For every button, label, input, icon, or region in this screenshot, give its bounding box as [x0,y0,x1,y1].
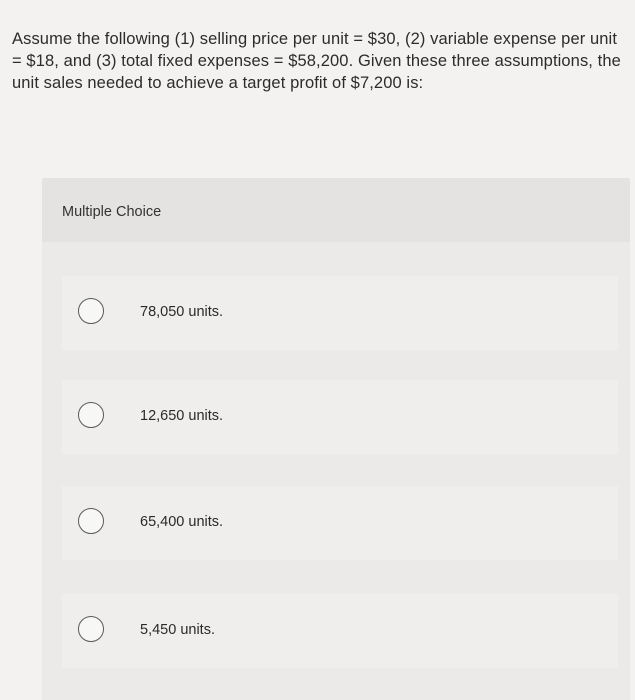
radio-button[interactable] [78,616,104,642]
answer-option-3[interactable] [62,486,618,560]
radio-button[interactable] [78,508,104,534]
answer-label: 12,650 units. [140,408,224,424]
answer-label: 65,400 units. [140,514,224,530]
radio-button[interactable] [78,402,104,428]
question-text: Assume the following (1) selling price per unit = $30, (2) variable expense per unit = $18, and (3) total fixed expenses = $58,200. Given these three assumptions, the unit sales needed to achieve a target profit of $7,200 is: [12,30,621,92]
answer-option-1[interactable] [62,276,618,350]
answer-label: 5,450 units. [140,622,215,638]
answer-option-2[interactable] [62,380,618,454]
radio-button[interactable] [78,298,104,324]
multiple-choice-panel [42,178,630,700]
answer-option-4[interactable] [62,594,618,668]
multiple-choice-label: Multiple Choice [62,204,162,220]
multiple-choice-header [42,178,630,242]
answer-label: 78,050 units. [140,304,224,320]
